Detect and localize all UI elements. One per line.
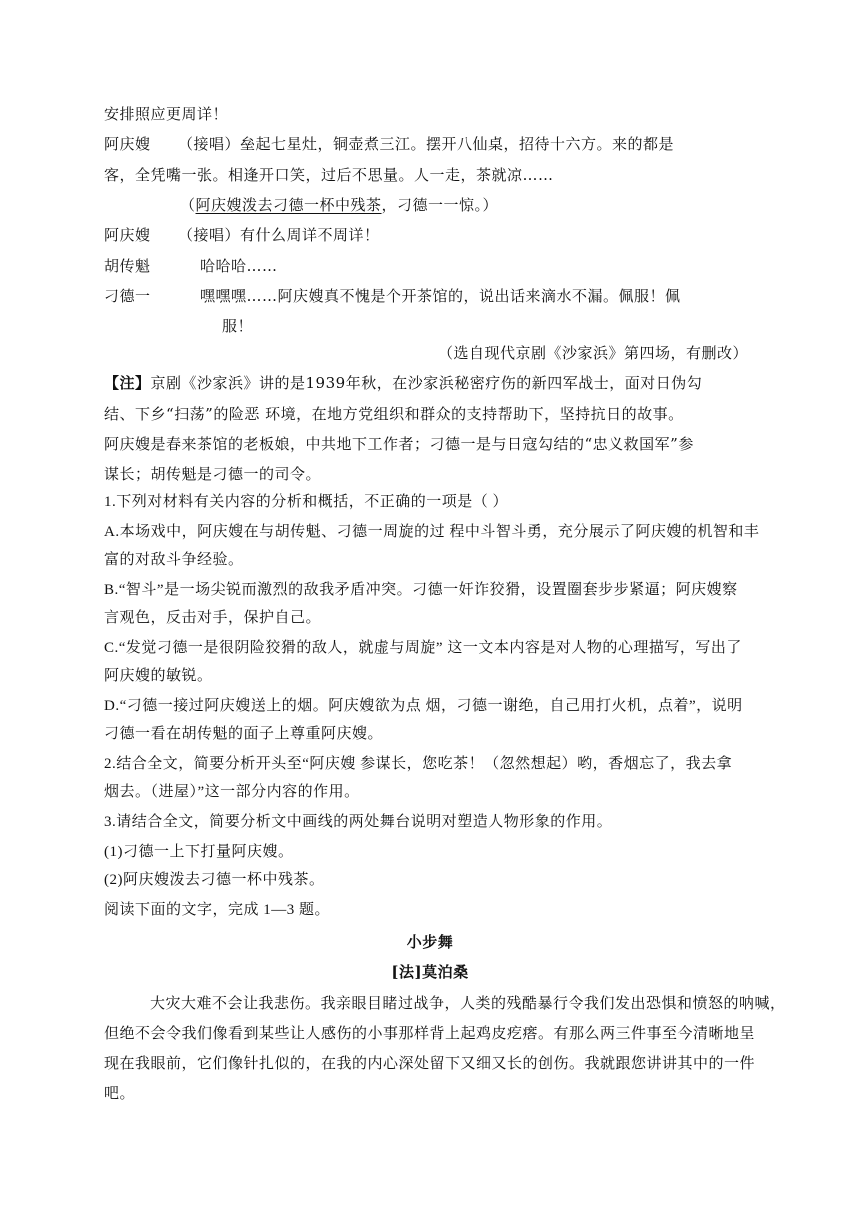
note-line: 阿庆嫂是春来茶馆的老板娘，中共地下工作者；刁德一是与日寇勾结的“忠义救国军”参 <box>104 435 694 453</box>
question-2-cont: 烟去。（进屋）”这一部分内容的作用。 <box>104 784 360 800</box>
story-paragraph-line: 但绝不会令我们像看到某些让人感伤的小事那样背上起鸡皮疙瘩。有那么两三件事至今清晰地呈 <box>104 1024 756 1042</box>
question-2: 2.结合全文，简要分析开头至“阿庆嫂 参谋长，您吃茶！（忽然想起）哟，香烟忘了，我去拿 <box>104 756 733 772</box>
speaker-name: 阿庆嫂 <box>104 135 151 153</box>
dialogue-text: 嘿嘿嘿……阿庆嫂真不愧是个开茶馆的，说出话来滴水不漏。佩服！佩 <box>200 287 681 305</box>
script-line: 安排照应更周详！ <box>104 105 229 123</box>
question-3: 3.请结合全文，简要分析文中画线的两处舞台说明对塑造人物形象的作用。 <box>104 814 613 830</box>
option-c-cont: 阿庆嫂的敏锐。 <box>104 668 213 684</box>
note-text: 京剧《沙家浜》讲的是1939年秋，在沙家浜秘密疗伤的新四军战士，面对日伪勾 <box>150 374 703 392</box>
script-line: 客，全凭嘴一张。相逢开口笑，过后不思量。人一走，茶就凉…… <box>104 166 554 184</box>
note-line <box>104 373 702 393</box>
question-3-item-1: (1)刁德一上下打量阿庆嫂。 <box>104 844 294 860</box>
option-d-cont: 刁德一看在胡传魁的面子上尊重阿庆嫂。 <box>104 726 384 742</box>
option-b-cont: 言观色，反击对手，保护自己。 <box>104 610 322 626</box>
note-line: 结、下乡“扫荡”的险恶 环境，在地方党组织和群众的支持帮助下，坚持抗日的故事。 <box>104 405 684 423</box>
option-d: D.“刁德一接过阿庆嫂送上的烟。阿庆嫂欲为点 烟，刁德一谢绝，自己用打火机，点着”，说明 <box>104 698 743 714</box>
option-a: A.本场戏中，阿庆嫂在与胡传魁、刁德一周旋的过 程中斗智斗勇，充分展示了阿庆嫂的机智和丰 <box>104 524 760 540</box>
story-author: [法]莫泊桑 <box>391 963 469 981</box>
question-1: 1.下列对材料有关内容的分析和概括，不正确的一项是（ ） <box>104 494 509 510</box>
story-paragraph-line: 现在我眼前，它们像针扎似的，在我的内心深处留下又细又长的创伤。我就跟您讲讲其中的一件 <box>104 1054 756 1072</box>
option-a-cont: 富的对敌斗争经验。 <box>104 552 244 568</box>
speaker-name: 胡传魁 <box>104 257 151 275</box>
question-3-item-2: (2)阿庆嫂泼去刁德一杯中残茶。 <box>104 872 325 888</box>
paren-open: （ <box>180 196 196 214</box>
reading-instruction: 阅读下面的文字，完成 1—3 题。 <box>104 902 331 918</box>
stage-direction <box>180 195 498 215</box>
script-line <box>104 256 278 276</box>
story-title: 小步舞 <box>406 933 454 951</box>
script-line <box>104 134 674 154</box>
speaker-name: 刁德一 <box>104 287 151 305</box>
note-label: 【注】 <box>104 374 151 392</box>
dialogue-text: 哈哈哈…… <box>200 257 278 275</box>
underlined-stage-direction: 阿庆嫂泼去刁德一杯中残茶 <box>195 196 382 214</box>
story-paragraph-line: 大灾大难不会让我悲伤。我亲眼目睹过战争，人类的残酷暴行令我们发出恐惧和愤怒的呐喊， <box>150 994 786 1012</box>
dialogue-text: （接唱）有什么周详不周详！ <box>178 226 380 244</box>
story-paragraph-line: 吧。 <box>104 1084 136 1102</box>
speaker-name: 阿庆嫂 <box>104 226 151 244</box>
stage-direction-rest: ，刁德一一惊。） <box>381 196 499 214</box>
source-citation: （选自现代京剧《沙家浜》第四场，有删改） <box>437 344 748 362</box>
script-line <box>104 225 380 245</box>
option-b: B.“智斗”是一场尖锐而激烈的敌我矛盾冲突。刁德一奸诈狡猾，设置圈套步步紧逼；阿庆嫂察 <box>104 582 738 598</box>
dialogue-text: （接唱）垒起七星灶，铜壶煮三江。摆开八仙桌，招待十六方。来的都是 <box>178 135 675 153</box>
option-c: C.“发觉刁德一是很阴险狡猾的敌人，就虚与周旋” 这一文本内容是对人物的心理描写，写出了 <box>104 640 742 656</box>
script-line <box>104 286 681 306</box>
script-line: 服！ <box>222 317 254 335</box>
note-line: 谋长；胡传魁是刁德一的司令。 <box>104 465 322 483</box>
